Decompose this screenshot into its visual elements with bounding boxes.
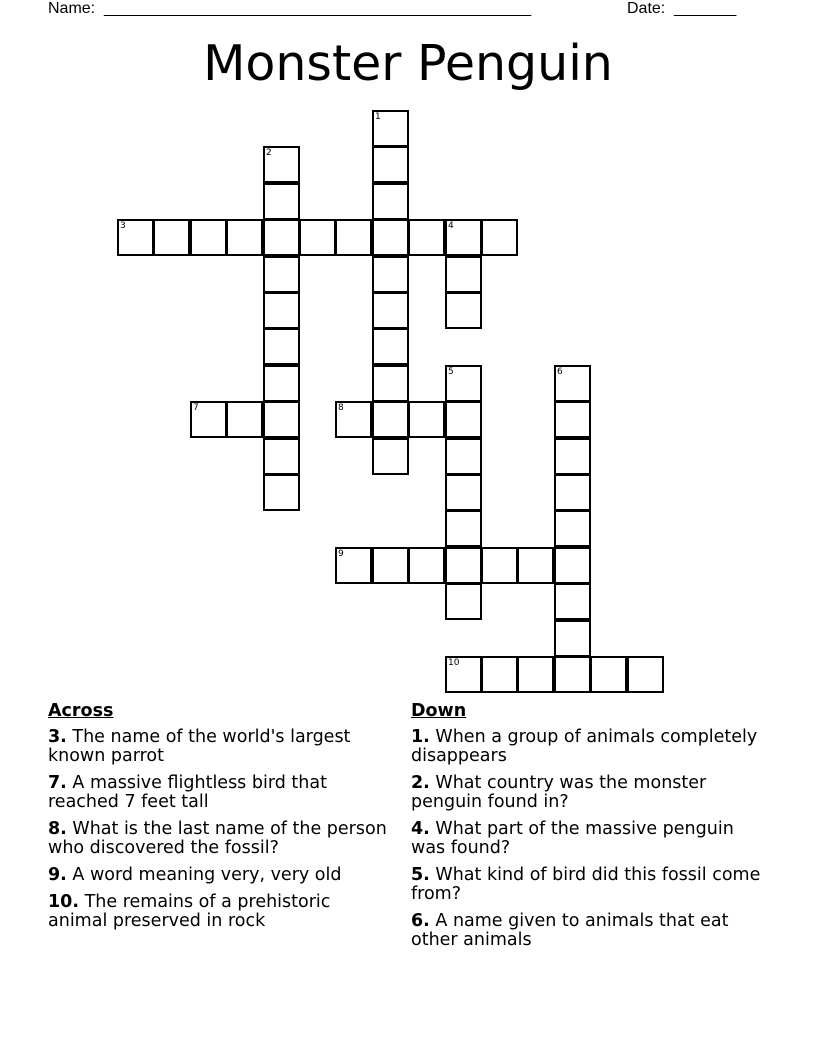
clue-number: 2. xyxy=(411,773,430,793)
crossword-cell[interactable] xyxy=(554,401,591,438)
crossword-cell[interactable] xyxy=(554,656,591,693)
cell-number: 8 xyxy=(338,403,344,413)
name-field[interactable]: ________________________________________________ xyxy=(104,0,532,17)
clue-text: A massive flightless bird that reached 7 feet tall xyxy=(48,773,327,812)
crossword-cell[interactable] xyxy=(263,401,300,438)
clue-number: 5. xyxy=(411,865,430,885)
clue-number: 4. xyxy=(411,819,430,839)
clue-number: 7. xyxy=(48,773,67,793)
cell-number: 9 xyxy=(338,549,344,559)
crossword-cell[interactable] xyxy=(408,401,445,438)
crossword-cell[interactable] xyxy=(299,219,336,256)
crossword-cell[interactable] xyxy=(117,219,154,256)
crossword-cell[interactable] xyxy=(445,219,482,256)
clue-text: What is the last name of the person who discovered the fossil? xyxy=(48,819,387,858)
crossword-cell[interactable] xyxy=(445,292,482,329)
crossword-cell[interactable] xyxy=(408,547,445,584)
crossword-cell[interactable] xyxy=(481,656,518,693)
crossword-cell[interactable] xyxy=(263,292,300,329)
crossword-cell[interactable] xyxy=(263,438,300,475)
cell-number: 1 xyxy=(375,112,381,122)
across-clue xyxy=(48,866,393,885)
clue-text: When a group of animals completely disappears xyxy=(411,727,758,766)
date-field[interactable]: _______ xyxy=(674,0,737,17)
down-clue xyxy=(411,912,761,950)
crossword-cell[interactable] xyxy=(408,219,445,256)
crossword-cell[interactable] xyxy=(445,583,482,620)
crossword-cell[interactable] xyxy=(335,547,372,584)
cell-number: 4 xyxy=(448,221,454,231)
date-label: Date: xyxy=(627,0,666,17)
crossword-cell[interactable] xyxy=(372,547,409,584)
crossword-cell[interactable] xyxy=(554,620,591,657)
clue-text: What kind of bird did this fossil come from? xyxy=(411,865,761,904)
clue-number: 1. xyxy=(411,727,430,747)
clue-text: The remains of a prehistoric animal preserved in rock xyxy=(48,892,331,931)
crossword-cell[interactable] xyxy=(554,583,591,620)
crossword-cell[interactable] xyxy=(445,401,482,438)
crossword-cell[interactable] xyxy=(372,401,409,438)
cell-number: 3 xyxy=(120,221,126,231)
crossword-cell[interactable] xyxy=(445,547,482,584)
crossword-cell[interactable] xyxy=(263,183,300,220)
crossword-cell[interactable] xyxy=(554,510,591,547)
crossword-cell[interactable] xyxy=(153,219,190,256)
clue-number: 9. xyxy=(48,865,67,885)
down-clue xyxy=(411,820,761,858)
crossword-cell[interactable] xyxy=(554,438,591,475)
crossword-cell[interactable] xyxy=(263,365,300,402)
crossword-cell[interactable] xyxy=(372,146,409,183)
down-clue xyxy=(411,774,761,812)
clue-text: A name given to animals that eat other animals xyxy=(411,911,729,950)
clue-number: 8. xyxy=(48,819,67,839)
crossword-cell[interactable] xyxy=(481,547,518,584)
across-clue xyxy=(48,893,393,931)
crossword-cell[interactable] xyxy=(517,547,554,584)
crossword-cell[interactable] xyxy=(372,256,409,293)
crossword-cell[interactable] xyxy=(335,401,372,438)
across-clue xyxy=(48,774,393,812)
cell-number: 10 xyxy=(448,658,460,668)
crossword-cell[interactable] xyxy=(372,183,409,220)
down-clue xyxy=(411,866,761,904)
clue-number: 3. xyxy=(48,727,67,747)
clue-number: 10. xyxy=(48,892,80,912)
crossword-cell[interactable] xyxy=(554,365,591,402)
crossword-cell[interactable] xyxy=(445,474,482,511)
across-clue xyxy=(48,820,393,858)
cell-number: 6 xyxy=(557,367,563,377)
cell-number: 2 xyxy=(266,148,272,158)
page-title: Monster Penguin xyxy=(203,35,613,92)
crossword-cell[interactable] xyxy=(445,256,482,293)
crossword-cell[interactable] xyxy=(263,219,300,256)
crossword-cell[interactable] xyxy=(190,401,227,438)
crossword-cell[interactable] xyxy=(372,292,409,329)
clue-number: 6. xyxy=(411,911,430,931)
clue-text: What part of the massive penguin was found? xyxy=(411,819,734,858)
crossword-cell[interactable] xyxy=(372,219,409,256)
crossword-cell[interactable] xyxy=(445,365,482,402)
clue-text: The name of the world's largest known parrot xyxy=(48,727,351,766)
crossword-cell[interactable] xyxy=(263,328,300,365)
crossword-cell[interactable] xyxy=(372,110,409,147)
crossword-cell[interactable] xyxy=(226,401,263,438)
cell-number: 5 xyxy=(448,367,454,377)
crossword-cell[interactable] xyxy=(445,510,482,547)
down-clue xyxy=(411,728,761,766)
crossword-cell[interactable] xyxy=(263,256,300,293)
crossword-cell[interactable] xyxy=(445,656,482,693)
crossword-cell[interactable] xyxy=(627,656,664,693)
clue-text: A word meaning very, very old xyxy=(72,865,342,885)
crossword-cell[interactable] xyxy=(445,438,482,475)
down-heading: Down xyxy=(411,701,467,721)
cell-number: 7 xyxy=(193,403,199,413)
crossword-cell[interactable] xyxy=(372,365,409,402)
crossword-cell[interactable] xyxy=(226,219,263,256)
crossword-cell[interactable] xyxy=(517,656,554,693)
down-clues xyxy=(411,702,761,958)
crossword-cell[interactable] xyxy=(372,328,409,365)
crossword-cell[interactable] xyxy=(590,656,627,693)
crossword-cell[interactable] xyxy=(263,146,300,183)
crossword-cell[interactable] xyxy=(481,219,518,256)
across-clues xyxy=(48,702,393,939)
across-clue xyxy=(48,728,393,766)
crossword-cell[interactable] xyxy=(335,219,372,256)
clue-text: What country was the monster penguin found in? xyxy=(411,773,707,812)
crossword-cell[interactable] xyxy=(263,474,300,511)
across-heading: Across xyxy=(48,701,114,721)
crossword-cell[interactable] xyxy=(554,474,591,511)
crossword-cell[interactable] xyxy=(554,547,591,584)
name-label: Name: xyxy=(48,0,96,17)
crossword-cell[interactable] xyxy=(372,438,409,475)
crossword-cell[interactable] xyxy=(190,219,227,256)
